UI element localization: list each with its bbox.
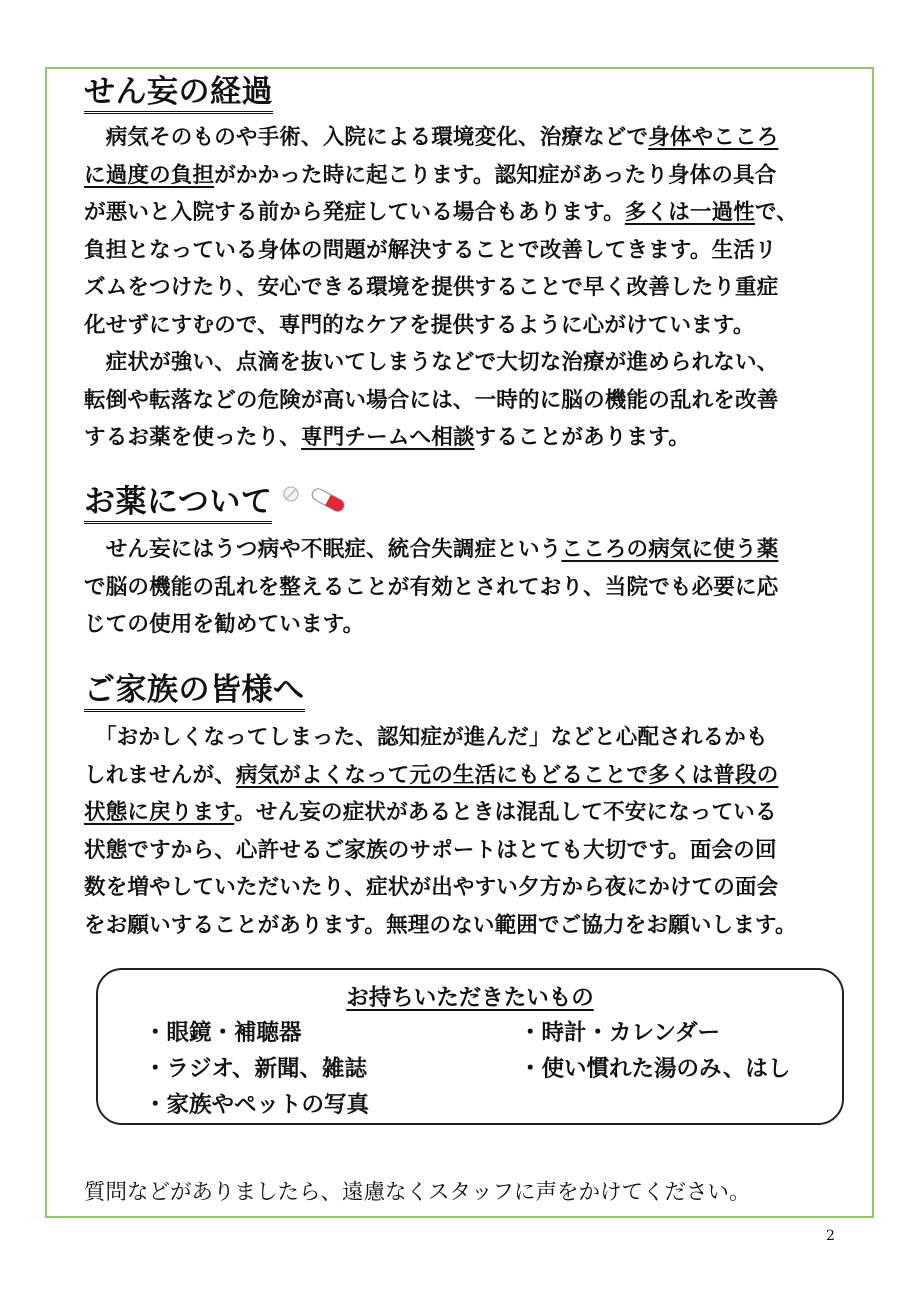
items-to-bring-box [96, 968, 844, 1125]
emphasis-text: 身体やこころ [648, 125, 779, 150]
body-text: がかかった時に起こります。認知症があったり身体の具合 [214, 162, 777, 188]
emphasis-text: 専門チームへ相談 [301, 425, 475, 451]
text-line [84, 157, 844, 195]
body-text: をお願いすることがあります。無理のない範囲でご協力をお願いします。 [84, 912, 797, 938]
closing-note: 質問などがありましたら、遠慮なくスタッフに声をかけてください。 [84, 1180, 751, 1205]
body-text: 数を増やしていただいたり、症状が出やすい夕方から夜にかけての面会 [84, 875, 779, 901]
body-text: が悪いと入院する前から発症している場合もあります。 [84, 200, 625, 226]
medicine-icons [282, 484, 352, 516]
course-paragraph-1 [84, 119, 844, 345]
body-text: 病気そのものや手術、入院による環境変化、治療などで [84, 125, 649, 150]
body-text: するお薬を使ったり、 [84, 425, 302, 451]
body-text: 化せずにすむので、専門的なケアを提供するように心がけています。 [84, 312, 755, 338]
text-line [84, 382, 844, 420]
text-line [84, 907, 844, 945]
body-text: することがあります。 [474, 425, 690, 451]
list-item: ・眼鏡・補聴器 [144, 1020, 302, 1046]
list-item: ・家族やペットの写真 [144, 1092, 370, 1118]
text-line [84, 606, 844, 644]
body-text: 。せん妄の症状があるときは混乱して不安になっている [234, 800, 777, 826]
text-line [84, 719, 844, 757]
body-text: 転倒や転落などの危険が高い場合には、一時的に脳の機能の乱れを改善 [84, 387, 779, 413]
text-line [84, 757, 844, 795]
text-line [84, 119, 844, 157]
body-text: 症状が強い、点滴を抜いてしまうなどで大切な治療が進められない、 [84, 350, 779, 375]
body-text: しれませんが、 [84, 762, 236, 788]
section-title-medicine: お薬について [84, 482, 272, 522]
list-item: ・ラジオ、新聞、雑誌 [144, 1056, 367, 1082]
emphasis-text: こころの病気に使う薬 [561, 537, 779, 562]
medicine-paragraph [84, 531, 844, 644]
list-item: ・使い慣れた湯のみ、はし [519, 1056, 791, 1082]
course-paragraph-2 [84, 344, 844, 457]
body-text: 負担となっている身体の問題が解決することで改善してきます。生活リ [84, 237, 777, 263]
text-line [84, 794, 844, 832]
emphasis-text: に過度の負担 [84, 162, 215, 188]
body-text: ズムをつけたり、安心できる環境を提供することで早く改善したり重症 [84, 275, 779, 301]
text-line [84, 232, 844, 270]
items-box-title: お持ちいただきたいもの [346, 985, 594, 1011]
text-line [84, 194, 844, 232]
text-line [84, 307, 844, 345]
body-text: で、 [755, 200, 798, 226]
body-text: 「おかしくなってしまった、認知症が進んだ」などと心配されるかも [84, 725, 768, 750]
text-line [84, 531, 844, 569]
capsule-icon [310, 487, 346, 514]
emphasis-text: 状態に戻ります [84, 800, 235, 826]
list-item: ・時計・カレンダー [519, 1020, 721, 1046]
text-line [84, 832, 844, 870]
family-paragraph [84, 719, 844, 945]
page-number: 2 [826, 1228, 835, 1244]
text-line [84, 419, 844, 457]
text-line [84, 269, 844, 307]
section-title-course: せん妄の経過 [84, 72, 273, 112]
body-text: 状態ですから、心許せるご家族のサポートはとても大切です。面会の回 [84, 837, 777, 863]
text-line [84, 569, 844, 607]
emphasis-text: 病気がよくなって元の生活にもどることで多くは普段の [235, 762, 779, 788]
body-text: で脳の機能の乱れを整えることが有効とされており、当院でも必要に応 [84, 574, 779, 600]
text-line [84, 869, 844, 907]
section-title-family: ご家族の皆様へ [84, 670, 305, 710]
text-line [84, 344, 844, 382]
emphasis-text: 多くは一過性 [624, 200, 755, 226]
tablet-icon [284, 487, 298, 501]
body-text: せん妄にはうつ病や不眠症、統合失調症という [84, 537, 562, 562]
body-text: じての使用を勧めています。 [84, 612, 365, 638]
